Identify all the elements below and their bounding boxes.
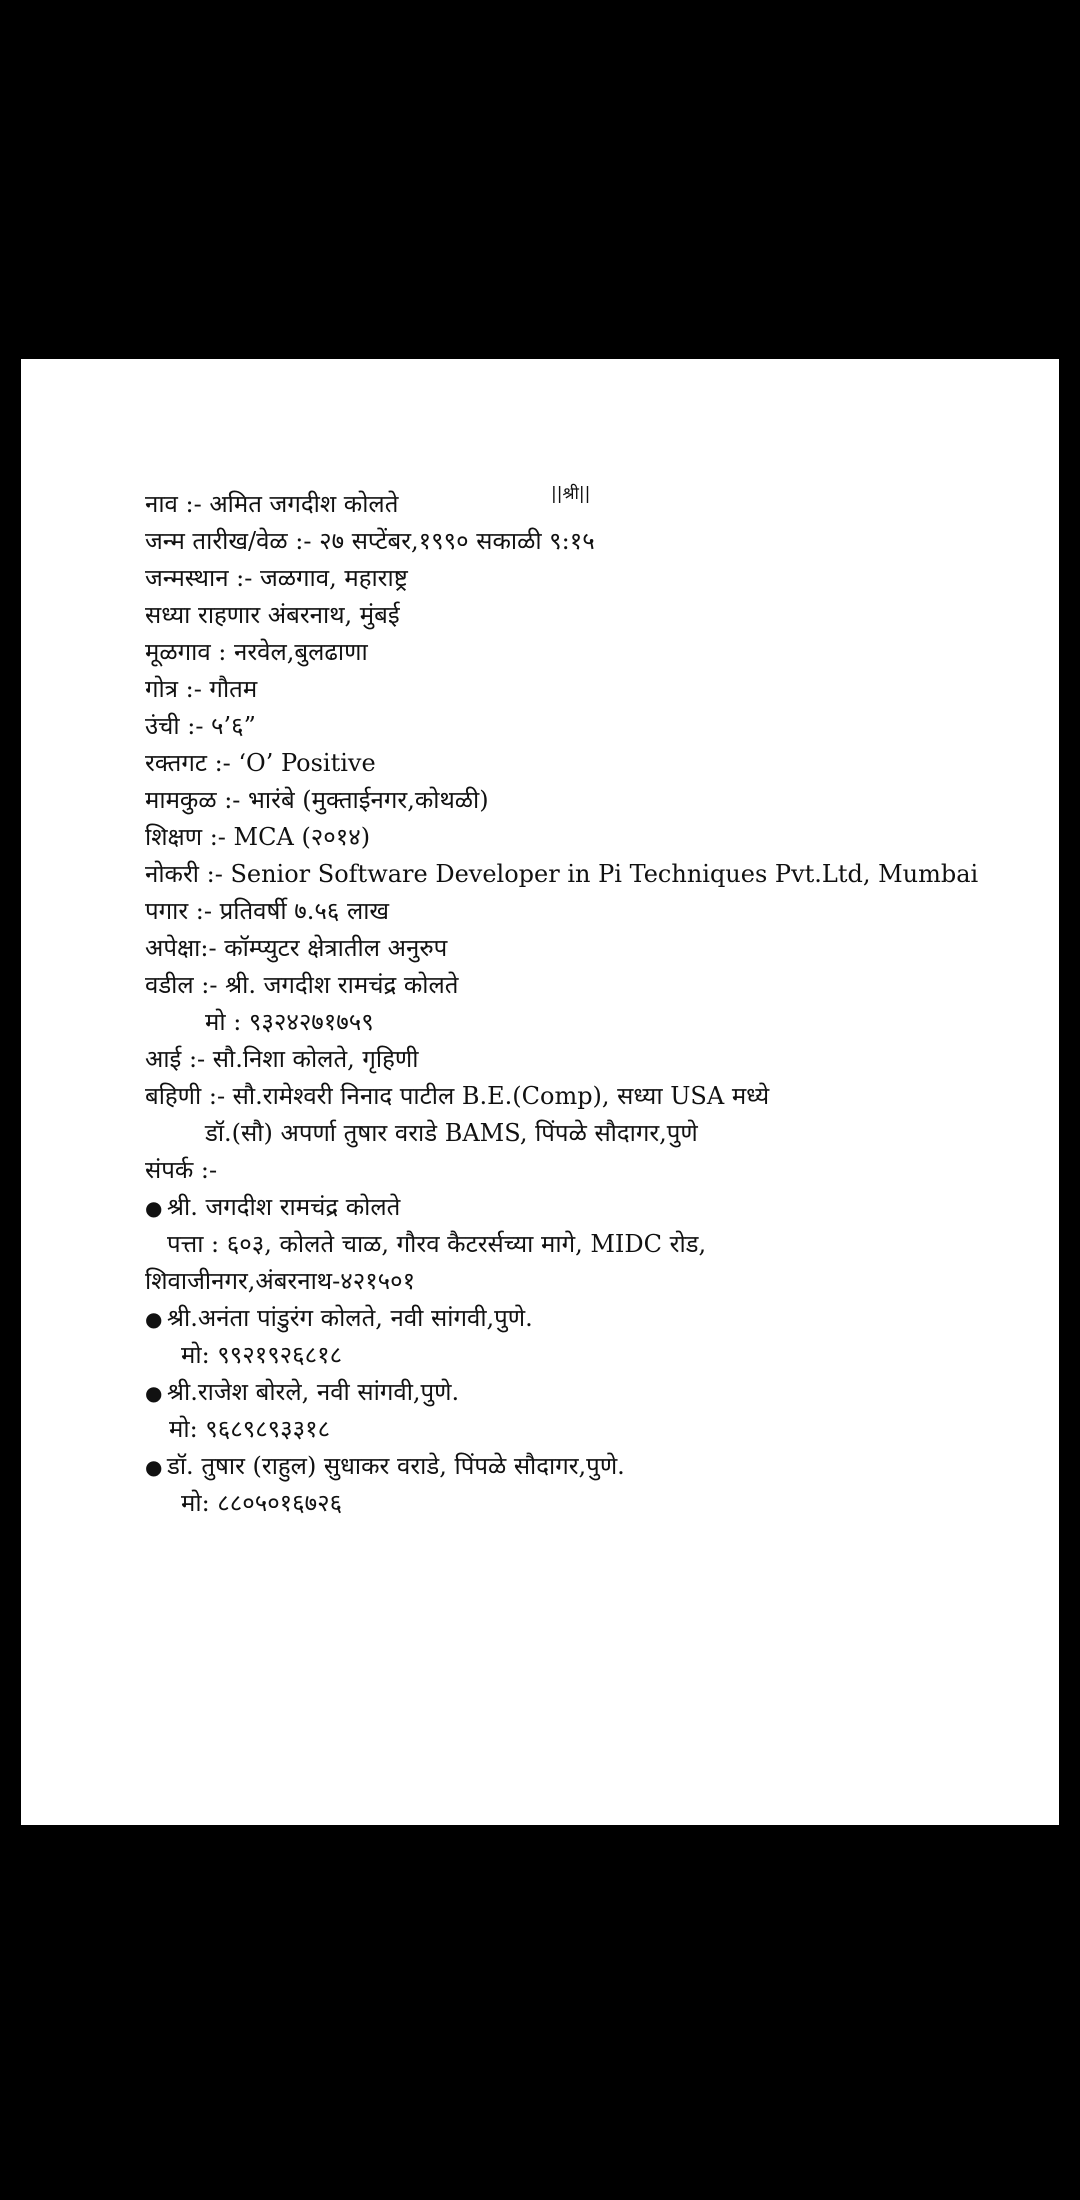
- page-header: ||श्री||: [551, 484, 591, 504]
- education-line: शिक्षण :- MCA (२०१४): [145, 823, 371, 851]
- current-residence-line: सध्या राहणार अंबरनाथ, मुंबई: [145, 601, 400, 629]
- contact-heading: संपर्क :-: [145, 1156, 218, 1184]
- bullet-icon: ●: [145, 1196, 163, 1220]
- bullet-icon: ●: [145, 1381, 163, 1405]
- contact-detail: पत्ता : ६०३, कोलते चाळ, गौरव कैटरर्सच्या मागे, MIDC रोड,: [167, 1230, 707, 1258]
- contact-detail: मो: ९६८९८९३३१८: [169, 1415, 331, 1443]
- sisters-line-1: बहिणी :- सौ.रामेश्वरी निनाद पाटील B.E.(Comp), सध्या USA मध्ये: [145, 1082, 770, 1110]
- document-page: [21, 359, 1059, 1825]
- contact-detail: मो: ८८०५०१६७२६: [181, 1489, 343, 1517]
- contact-detail: मो: ९९२१९२६८१८: [181, 1341, 343, 1369]
- name-line: नाव :- अमित जगदीश कोलते: [145, 490, 399, 518]
- bullet-icon: ●: [145, 1307, 163, 1331]
- contact-detail-2: शिवाजीनगर,अंबरनाथ-४२१५०१: [145, 1267, 416, 1295]
- sisters-line-2: डॉ.(सौ) अपर्णा तुषार वराडे BAMS, पिंपळे सौदागर,पुणे: [205, 1119, 698, 1147]
- expectation-line: अपेक्षा:- कॉम्प्युटर क्षेत्रातील अनुरुप: [145, 934, 448, 962]
- contact-name: श्री.अनंता पांडुरंग कोलते, नवी सांगवी,पुणे.: [167, 1304, 533, 1332]
- contact-item: [145, 1303, 533, 1337]
- bullet-icon: ●: [145, 1455, 163, 1479]
- father-line: वडील :- श्री. जगदीश रामचंद्र कोलते: [145, 971, 459, 999]
- birth-line: जन्म तारीख/वेळ :- २७ सप्टेंबर,१९९० सकाळी ९:१५: [145, 527, 595, 555]
- contact-item: [145, 1377, 459, 1411]
- mamakul-line: मामकुळ :- भारंबे (मुक्ताईनगर,कोथळी): [145, 786, 489, 814]
- mother-line: आई :- सौ.निशा कोलते, गृहिणी: [145, 1045, 419, 1073]
- contact-item: [145, 1451, 625, 1485]
- contact-name: श्री. जगदीश रामचंद्र कोलते: [167, 1193, 401, 1221]
- salary-line: पगार :- प्रतिवर्षी ७.५६ लाख: [145, 897, 390, 925]
- father-mobile-line: मो : ९३२४२७१७५९: [205, 1008, 374, 1036]
- job-line: नोकरी :- Senior Software Developer in Pi Techniques Pvt.Ltd, Mumbai: [145, 860, 979, 888]
- contact-item: [145, 1192, 400, 1226]
- gotra-line: गोत्र :- गौतम: [145, 675, 258, 703]
- height-line: उंची :- ५’६”: [145, 712, 256, 740]
- native-line: मूळगाव : नरवेल,बुलढाणा: [145, 638, 368, 666]
- birthplace-line: जन्मस्थान :- जळगाव, महाराष्ट्र: [145, 564, 408, 592]
- contact-name: श्री.राजेश बोरले, नवी सांगवी,पुणे.: [167, 1378, 460, 1406]
- blood-group-line: रक्तगट :- ‘O’ Positive: [145, 749, 376, 777]
- contact-name: डॉ. तुषार (राहुल) सुधाकर वराडे, पिंपळे सौदागर,पुणे.: [167, 1452, 625, 1480]
